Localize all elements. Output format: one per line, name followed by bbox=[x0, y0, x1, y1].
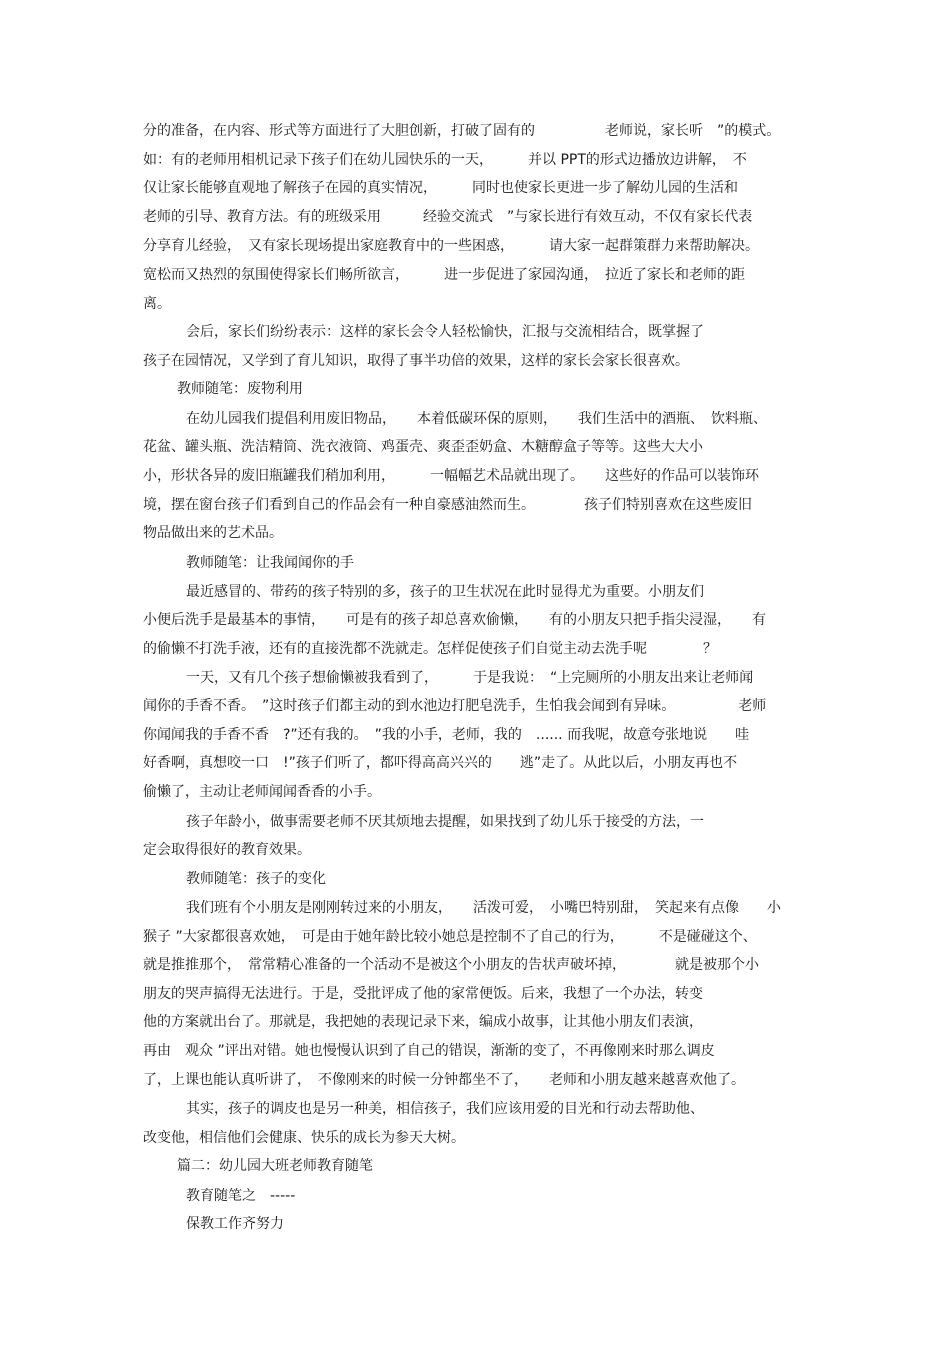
text-line: 一天，又有几个孩子想偷懒被我看到了， 于是我说： “上完厕所的小朋友出来让老师闻 bbox=[186, 670, 754, 686]
text-line: 小便后洗手是最基本的事情， 可是有的孩子却总喜欢偷懒， 有的小朋友只把手指尖浸湿， 有 bbox=[143, 612, 766, 628]
text-line: 我们班有个小朋友是刚刚转过来的小朋友， 活泼可爱， 小嘴巴特别甜， 笑起来有点像 小 bbox=[186, 900, 781, 916]
text-line: 他的方案就出台了。那就是，我把她的表现记录下来，编成小故事，让其他小朋友们表演， bbox=[143, 1014, 703, 1030]
section-heading: 教师随笔：废物利用 bbox=[177, 381, 303, 397]
text-line: 会后，家长们纷纷表示：这样的家长会令人轻松愉快，汇报与交流相结合，既掌握了 bbox=[186, 324, 704, 340]
section-heading: 篇二：幼儿园大班老师教育随笔 bbox=[177, 1158, 373, 1174]
text-line: 仅让家长能够直观地了解孩子在园的真实情况， 同时也使家长更进一步了解幼儿园的生活和 bbox=[143, 180, 738, 196]
text-line: 在幼儿园我们提倡利用废旧物品， 本着低碳环保的原则， 我们生活中的酒瓶、 饮料瓶、 bbox=[186, 411, 767, 427]
text-line: 就是推推那个， 常常精心准备的一个活动不是被这个小朋友的告状声破坏掉， 就是被那个小 bbox=[143, 957, 759, 973]
text-line: 花盆、罐头瓶、洗洁精筒、洗衣液筒、鸡蛋壳、爽歪歪奶盒、木糖醇盒子等等。这些大大小 bbox=[143, 439, 703, 455]
text-line: 境，摆在窗台孩子们看到自己的作品会有一种自豪感油然而生。 孩子们特别喜欢在这些废旧 bbox=[143, 497, 752, 513]
text-line: 宽松而又热烈的氛围使得家长们畅所欲言， 进一步促进了家园沟通， 拉近了家长和老师的距 bbox=[143, 267, 745, 283]
text-line: 孩子年龄小，做事需要老师不厌其烦地去提醒，如果找到了幼儿乐于接受的方法，一 bbox=[186, 814, 704, 830]
text-line: 最近感冒的、带药的孩子特别的多，孩子的卫生状况在此时显得尤为重要。小朋友们 bbox=[186, 584, 704, 600]
text-line: 小，形状各异的废旧瓶罐我们稍加利用， 一幅幅艺术品就出现了。 这些好的作品可以装饰环 bbox=[143, 468, 759, 484]
text-line: 改变他，相信他们会健康、快乐的成长为参天大树。 bbox=[143, 1130, 465, 1146]
text-line: 的偷懒不打洗手液，还有的直接洗都不洗就走。怎样促使孩子们自觉主动去洗手呢 ？ bbox=[143, 641, 717, 657]
text-line: 你闻闻我的手香不香 ?”还有我的。 ”我的小手，老师，我的 ...... 而我呢，故意夸张地说 哇 bbox=[143, 727, 750, 743]
text-line: 好香啊，真想咬一口 !”孩子们听了，都吓得高高兴兴的 逃”走了。从此以后，小朋友再也不 bbox=[143, 755, 738, 771]
text-line: 猴子 ”大家都很喜欢她， 可是由于她年龄比较小她总是控制不了自己的行为， 不是碰碰这个、 bbox=[143, 929, 757, 945]
text-line: 偷懒了，主动让老师闻闻香香的小手。 bbox=[143, 784, 381, 800]
text-line: 闻你的手香不香。 ”这时孩子们都主动的到水池边打肥皂洗手，生怕我会闻到有异味。 老师 bbox=[143, 698, 767, 714]
section-heading: 教师随笔：让我闻闻你的手 bbox=[186, 555, 354, 571]
text-line: 分的准备，在内容、形式等方面进行了大胆创新，打破了固有的 老师说，家长听 ”的模式。 bbox=[143, 123, 781, 139]
text-line: 再由 观众 ”评出对错。她也慢慢认识到了自己的错误，渐渐的变了，不再像刚来时那么调皮 bbox=[143, 1043, 715, 1059]
subheading: 教育随笔之 ----- bbox=[186, 1188, 296, 1204]
text-line: 老师的引导、教育方法。有的班级采用 经验交流式 ”与家长进行有效互动，不仅有家长代表 bbox=[143, 209, 753, 225]
text-line: 离。 bbox=[143, 296, 171, 312]
text-line: 物品做出来的艺术品。 bbox=[143, 525, 283, 541]
text-line: 分享育儿经验， 又有家长现场提出家庭教育中的一些困惑， 请大家一起群策群力来帮助解决。 bbox=[143, 238, 759, 254]
text-line: 了，上课也能认真听讲了， 不像刚来的时候一分钟都坐不了， 老师和小朋友越来越喜欢他了。 bbox=[143, 1072, 745, 1088]
section-heading: 教师随笔：孩子的变化 bbox=[186, 871, 326, 887]
text-line: 孩子在园情况，又学到了育儿知识，取得了事半功倍的效果，这样的家长会家长很喜欢。 bbox=[143, 353, 689, 369]
text-line: 其实，孩子的调皮也是另一种美，相信孩子，我们应该用爱的目光和行动去帮助他、 bbox=[186, 1101, 704, 1117]
text-line: 朋友的哭声搞得无法进行。于是，受批评成了他的家常便饭。后来，我想了一个办法，转变 bbox=[143, 986, 703, 1002]
text-line: 如：有的老师用相机记录下孩子们在幼儿园快乐的一天， 并以 PPT的形式边播放边讲解， 不 bbox=[143, 152, 747, 168]
text-line: 定会取得很好的教育效果。 bbox=[143, 842, 311, 858]
subheading: 保教工作齐努力 bbox=[186, 1216, 284, 1232]
